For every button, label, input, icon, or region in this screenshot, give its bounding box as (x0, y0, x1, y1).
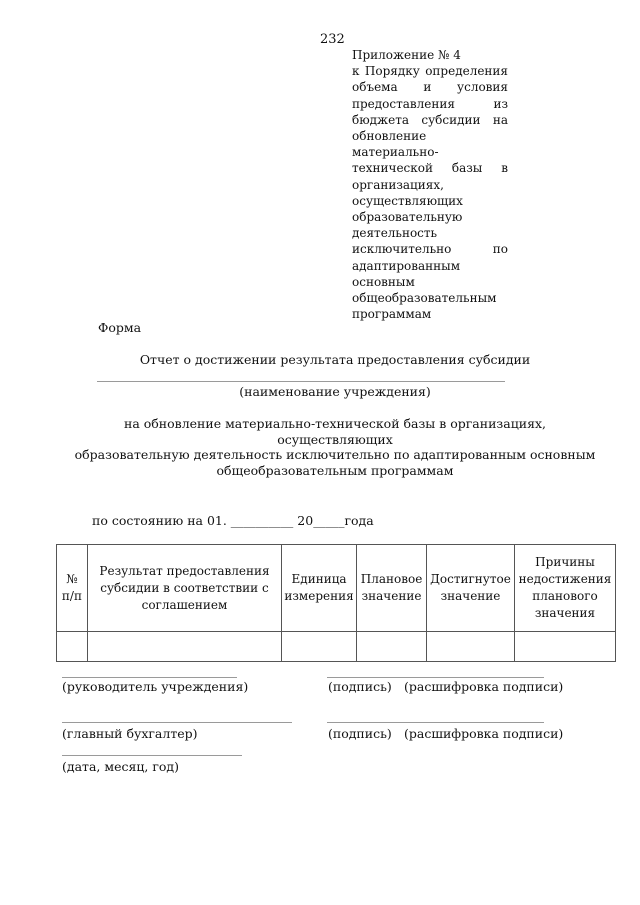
institution-caption: (наименование учреждения) (239, 384, 431, 399)
appendix-note (352, 47, 508, 322)
head-caption: (руководитель учреждения) (62, 679, 249, 694)
appendix-line: образовательную (352, 210, 463, 225)
date-line (62, 755, 242, 756)
col-result-header: Результат предоставления субсидии в соответствии с соглашением (87, 545, 281, 632)
report-title: Отчет о достижении результата предоставления субсидии (139, 352, 531, 367)
subsidy-purpose (70, 416, 600, 478)
table-cell[interactable] (57, 632, 88, 662)
appendix-line: основным (352, 274, 415, 289)
appendix-line: общеобразовательным (352, 291, 497, 306)
as-of-date: по состоянию на 01. __________ 20_____года (92, 513, 374, 528)
appendix-line: программам (352, 307, 432, 322)
appendix-line: обновление материально- (352, 129, 439, 160)
page-number: 232 (320, 32, 345, 47)
appendix-line: осуществляющих (352, 193, 463, 208)
table-cell[interactable] (357, 632, 427, 662)
decoding-caption: (расшифровка подписи) (404, 726, 564, 741)
col-number-header: № п/п (57, 545, 88, 632)
signature-caption: (подпись) (328, 726, 392, 741)
table-row (57, 632, 616, 662)
appendix-line: к Порядку определения (352, 64, 508, 79)
appendix-line: бюджета субсидии на (352, 112, 508, 127)
head-signature-line (62, 677, 237, 678)
table-cell[interactable] (87, 632, 281, 662)
appendix-line: технической базы в (352, 161, 508, 176)
appendix-line: организациях, (352, 177, 444, 192)
appendix-line: предоставления из (352, 96, 508, 111)
institution-name-line (97, 381, 505, 382)
col-planned-header: Плановое значение (357, 545, 427, 632)
appendix-line: деятельность (352, 226, 438, 241)
col-reasons-header: Причины недостижения планового значения (514, 545, 615, 632)
table-cell[interactable] (514, 632, 615, 662)
appendix-line: адаптированным (352, 258, 461, 273)
accountant-decoding-line (327, 722, 544, 723)
table-cell[interactable] (427, 632, 515, 662)
signature-caption: (подпись) (328, 679, 392, 694)
decoding-caption: (расшифровка подписи) (404, 679, 564, 694)
purpose-line: общеобразовательным программам (216, 462, 454, 478)
col-unit-header: Единица измерения (282, 545, 357, 632)
form-label: Форма (98, 320, 142, 335)
table-cell[interactable] (282, 632, 357, 662)
date-caption: (дата, месяц, год) (62, 759, 179, 774)
purpose-line: образовательную деятельность исключительно по адаптированным основным (74, 447, 596, 462)
table-header-row (57, 545, 616, 632)
accountant-caption: (главный бухгалтер) (62, 726, 198, 741)
results-table (56, 544, 616, 662)
accountant-signature-line (62, 722, 292, 723)
appendix-title: Приложение № 4 (352, 48, 461, 62)
appendix-line: исключительно по (352, 242, 508, 257)
col-achieved-header: Достигнутое значение (427, 545, 515, 632)
purpose-line: на обновление материально-технической базы в организациях, осуществляющих (124, 416, 546, 447)
head-decoding-line (327, 677, 544, 678)
appendix-line: объема и условия (352, 80, 508, 95)
